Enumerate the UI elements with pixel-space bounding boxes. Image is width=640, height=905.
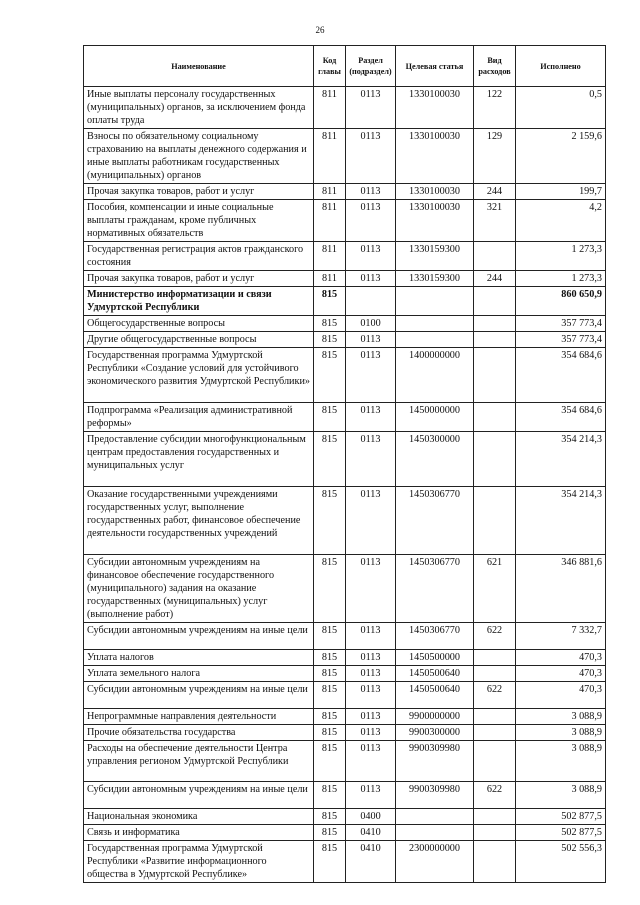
table-row <box>84 200 606 242</box>
row-section: 0113 <box>346 741 396 782</box>
row-name: Другие общегосударственные вопросы <box>84 332 314 348</box>
row-target <box>396 287 474 316</box>
row-target: 1330159300 <box>396 271 474 287</box>
row-section: 0113 <box>346 623 396 650</box>
row-section: 0113 <box>346 555 396 623</box>
row-target <box>396 809 474 825</box>
row-code: 815 <box>314 782 346 809</box>
row-type: 622 <box>474 682 516 709</box>
row-target <box>396 332 474 348</box>
row-code: 815 <box>314 682 346 709</box>
row-name: Пособия, компенсации и иные социальные выплаты гражданам, кроме публичных нормативных обязательств <box>84 200 314 242</box>
row-type: 129 <box>474 129 516 184</box>
row-amount: 3 088,9 <box>516 782 606 809</box>
row-name: Предоставление субсидии многофункциональным центрам предоставления государственных и муниципальных услуг <box>84 432 314 487</box>
table-row <box>84 555 606 623</box>
row-amount: 3 088,9 <box>516 725 606 741</box>
row-type: 122 <box>474 87 516 129</box>
row-target: 1450000000 <box>396 403 474 432</box>
table-row <box>84 809 606 825</box>
row-name: Прочая закупка товаров, работ и услуг <box>84 271 314 287</box>
row-section: 0410 <box>346 825 396 841</box>
row-section: 0113 <box>346 403 396 432</box>
row-target: 9900309980 <box>396 741 474 782</box>
row-name: Прочие обязательства государства <box>84 725 314 741</box>
table-row <box>84 487 606 555</box>
row-name: Подпрограмма «Реализация административной реформы» <box>84 403 314 432</box>
row-type <box>474 348 516 403</box>
row-name: Расходы на обеспечение деятельности Центра управления регионом Удмуртской Республики <box>84 741 314 782</box>
row-target: 1450306770 <box>396 487 474 555</box>
row-target: 1450306770 <box>396 555 474 623</box>
row-target <box>396 825 474 841</box>
table-row <box>84 332 606 348</box>
row-target: 1450500640 <box>396 666 474 682</box>
row-amount: 4,2 <box>516 200 606 242</box>
row-target: 1330100030 <box>396 184 474 200</box>
row-type: 244 <box>474 271 516 287</box>
row-section: 0113 <box>346 271 396 287</box>
row-type: 321 <box>474 200 516 242</box>
row-name: Субсидии автономным учреждениям на иные цели <box>84 682 314 709</box>
row-code: 811 <box>314 242 346 271</box>
table-row <box>84 841 606 883</box>
table-row <box>84 725 606 741</box>
row-type <box>474 809 516 825</box>
row-section: 0113 <box>346 348 396 403</box>
column-header-type: Вид расходов <box>474 46 516 87</box>
table-row <box>84 271 606 287</box>
row-amount: 1 273,3 <box>516 242 606 271</box>
row-target: 2300000000 <box>396 841 474 883</box>
row-code: 815 <box>314 725 346 741</box>
row-section: 0400 <box>346 809 396 825</box>
row-amount: 470,3 <box>516 650 606 666</box>
row-code: 811 <box>314 200 346 242</box>
row-section: 0113 <box>346 129 396 184</box>
row-name: Прочая закупка товаров, работ и услуг <box>84 184 314 200</box>
table-row <box>84 623 606 650</box>
row-amount: 3 088,9 <box>516 741 606 782</box>
row-section: 0113 <box>346 782 396 809</box>
row-type <box>474 825 516 841</box>
row-section <box>346 287 396 316</box>
row-name: Иные выплаты персоналу государственных (муниципальных) органов, за исключением фонда оплаты труда <box>84 87 314 129</box>
row-code: 815 <box>314 487 346 555</box>
row-amount: 354 214,3 <box>516 487 606 555</box>
row-section: 0113 <box>346 487 396 555</box>
column-header-section: Раздел (подраздел) <box>346 46 396 87</box>
row-section: 0113 <box>346 242 396 271</box>
row-code: 815 <box>314 809 346 825</box>
column-header-amount: Исполнено <box>516 46 606 87</box>
row-code: 815 <box>314 555 346 623</box>
row-target: 1330100030 <box>396 87 474 129</box>
row-amount: 3 088,9 <box>516 709 606 725</box>
row-code: 815 <box>314 709 346 725</box>
column-header-code: Код главы <box>314 46 346 87</box>
row-code: 815 <box>314 623 346 650</box>
row-name: Оказание государственными учреждениями государственных услуг, выполнение государственных работ, финансовое обеспечение деятельности государственных учреждений <box>84 487 314 555</box>
row-amount: 0,5 <box>516 87 606 129</box>
row-code: 811 <box>314 271 346 287</box>
row-section: 0113 <box>346 650 396 666</box>
row-name: Уплата земельного налога <box>84 666 314 682</box>
table-row <box>84 403 606 432</box>
table-row <box>84 129 606 184</box>
row-name: Государственная программа Удмуртской Республики «Создание условий для устойчивого экономического развития Удмуртской Республики» <box>84 348 314 403</box>
row-type <box>474 709 516 725</box>
row-name: Связь и информатика <box>84 825 314 841</box>
row-section: 0113 <box>346 87 396 129</box>
table-row <box>84 184 606 200</box>
row-code: 815 <box>314 666 346 682</box>
row-type: 622 <box>474 623 516 650</box>
table-row <box>84 741 606 782</box>
row-target: 1330100030 <box>396 200 474 242</box>
table-row <box>84 87 606 129</box>
row-type <box>474 242 516 271</box>
row-code: 815 <box>314 841 346 883</box>
row-target: 9900309980 <box>396 782 474 809</box>
row-section: 0113 <box>346 666 396 682</box>
row-section: 0113 <box>346 332 396 348</box>
row-target <box>396 316 474 332</box>
row-target: 1450306770 <box>396 623 474 650</box>
row-section: 0113 <box>346 709 396 725</box>
row-amount: 357 773,4 <box>516 316 606 332</box>
table-header-row <box>84 46 606 87</box>
row-code: 815 <box>314 403 346 432</box>
row-name: Государственная регистрация актов гражданского состояния <box>84 242 314 271</box>
table-body <box>84 87 606 883</box>
column-header-target: Целевая статья <box>396 46 474 87</box>
row-type <box>474 432 516 487</box>
row-type <box>474 725 516 741</box>
row-amount: 860 650,9 <box>516 287 606 316</box>
row-type: 621 <box>474 555 516 623</box>
row-amount: 357 773,4 <box>516 332 606 348</box>
row-section: 0113 <box>346 200 396 242</box>
row-code: 811 <box>314 184 346 200</box>
row-amount: 2 159,6 <box>516 129 606 184</box>
table-row <box>84 650 606 666</box>
row-amount: 354 684,6 <box>516 348 606 403</box>
row-name: Национальная экономика <box>84 809 314 825</box>
row-target: 1330159300 <box>396 242 474 271</box>
row-section: 0100 <box>346 316 396 332</box>
row-amount: 354 214,3 <box>516 432 606 487</box>
table-row <box>84 432 606 487</box>
row-code: 815 <box>314 650 346 666</box>
row-section: 0410 <box>346 841 396 883</box>
row-name: Общегосударственные вопросы <box>84 316 314 332</box>
row-amount: 354 684,6 <box>516 403 606 432</box>
row-name: Министерство информатизации и связи Удмуртской Республики <box>84 287 314 316</box>
row-type <box>474 650 516 666</box>
row-code: 815 <box>314 432 346 487</box>
row-amount: 346 881,6 <box>516 555 606 623</box>
row-name: Непрограммные направления деятельности <box>84 709 314 725</box>
row-type <box>474 287 516 316</box>
row-code: 815 <box>314 316 346 332</box>
row-name: Субсидии автономным учреждениям на иные цели <box>84 782 314 809</box>
row-type <box>474 316 516 332</box>
row-type <box>474 403 516 432</box>
table-row <box>84 666 606 682</box>
row-amount: 502 877,5 <box>516 809 606 825</box>
row-amount: 199,7 <box>516 184 606 200</box>
row-type <box>474 666 516 682</box>
row-type <box>474 487 516 555</box>
row-code: 815 <box>314 332 346 348</box>
table-row <box>84 709 606 725</box>
row-type: 622 <box>474 782 516 809</box>
row-name: Уплата налогов <box>84 650 314 666</box>
row-code: 811 <box>314 129 346 184</box>
row-target: 9900000000 <box>396 709 474 725</box>
table-row <box>84 348 606 403</box>
row-target: 1450300000 <box>396 432 474 487</box>
table-row <box>84 782 606 809</box>
row-amount: 7 332,7 <box>516 623 606 650</box>
row-code: 815 <box>314 741 346 782</box>
row-amount: 470,3 <box>516 682 606 709</box>
page-number: 26 <box>315 25 325 35</box>
row-amount: 470,3 <box>516 666 606 682</box>
row-target: 1450500640 <box>396 682 474 709</box>
row-target: 1450500000 <box>396 650 474 666</box>
row-name: Взносы по обязательному социальному страхованию на выплаты денежного содержания и иные выплаты работникам государственных (муниципальных) органов <box>84 129 314 184</box>
row-code: 815 <box>314 825 346 841</box>
row-section: 0113 <box>346 682 396 709</box>
row-amount: 502 877,5 <box>516 825 606 841</box>
row-section: 0113 <box>346 184 396 200</box>
table-row <box>84 825 606 841</box>
row-target: 1400000000 <box>396 348 474 403</box>
expenditure-table <box>83 45 606 883</box>
row-name: Субсидии автономным учреждениям на финансовое обеспечение государственного (муниципального) задания на оказание государственных (муниципальных) услуг (выполнение работ) <box>84 555 314 623</box>
table-row <box>84 242 606 271</box>
column-header-name: Наименование <box>84 46 314 87</box>
row-type <box>474 741 516 782</box>
table-row <box>84 287 606 316</box>
row-type: 244 <box>474 184 516 200</box>
row-code: 815 <box>314 287 346 316</box>
row-section: 0113 <box>346 725 396 741</box>
row-amount: 502 556,3 <box>516 841 606 883</box>
table-row <box>84 682 606 709</box>
row-code: 815 <box>314 348 346 403</box>
row-amount: 1 273,3 <box>516 271 606 287</box>
row-type <box>474 841 516 883</box>
row-section: 0113 <box>346 432 396 487</box>
row-target: 1330100030 <box>396 129 474 184</box>
row-name: Государственная программа Удмуртской Республики «Развитие информационного общества в Удмуртской Республике» <box>84 841 314 883</box>
row-target: 9900300000 <box>396 725 474 741</box>
row-type <box>474 332 516 348</box>
row-name: Субсидии автономным учреждениям на иные цели <box>84 623 314 650</box>
row-code: 811 <box>314 87 346 129</box>
table-row <box>84 316 606 332</box>
